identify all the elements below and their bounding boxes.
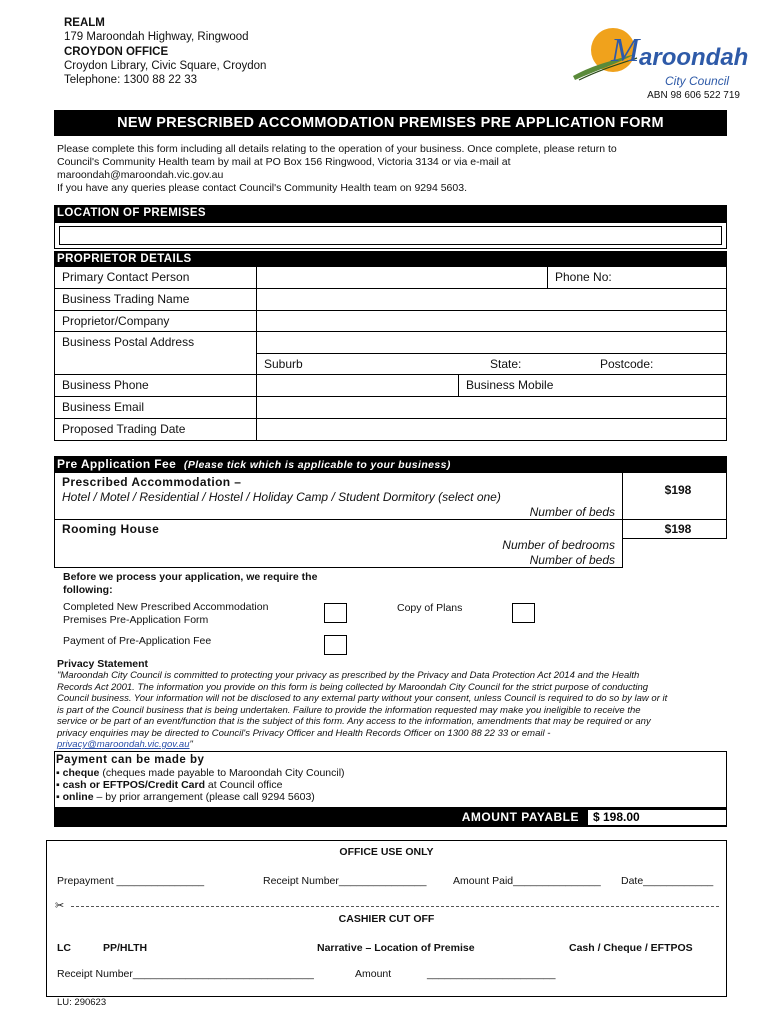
form-title: NEW PRESCRIBED ACCOMMODATION PREMISES PRE APPLICATION FORM	[54, 110, 727, 136]
privacy-line-1: "Maroondah City Council is committed to protecting your privacy as prescribed by the Privacy and Data Protection Act 2014 and the Health	[57, 670, 640, 681]
privacy-line-3: Council business. Your information will not be disclosed to any external party without your consent, unless Council is required to do so by law or it	[57, 693, 668, 704]
suburb-row[interactable]	[256, 353, 727, 375]
payment-online: ▪ online – by prior arrangement (please call 9294 5603)	[56, 791, 315, 803]
intro-line-3: maroondah@maroondah.vic.gov.au	[57, 169, 224, 181]
intro-line-4: If you have any queries please contact Council's Community Health team on 9294 5603.	[57, 182, 467, 194]
location-input[interactable]	[59, 226, 722, 245]
business-phone-input[interactable]	[256, 374, 459, 397]
croydon-address: Croydon Library, Civic Square, Croydon	[64, 60, 267, 72]
fee-heading-bar	[54, 456, 727, 472]
location-section	[54, 222, 727, 249]
postcode-label: Postcode:	[600, 357, 654, 371]
office-use-box	[46, 840, 727, 997]
rooming-amount: $198	[622, 519, 727, 539]
narrative-label: Narrative – Location of Premise	[317, 942, 475, 954]
business-email-input[interactable]	[256, 396, 727, 419]
requirements-heading-1: Before we process your application, we require the	[63, 571, 318, 583]
croydon-label: CROYDON OFFICE	[64, 46, 169, 58]
number-of-bedrooms-label: Number of bedrooms	[502, 538, 615, 552]
trading-date-input[interactable]	[256, 418, 727, 441]
proprietor-heading: PROPRIETOR DETAILS	[54, 251, 727, 266]
prescribed-desc: Hotel / Motel / Residential / Hostel / Holiday Camp / Student Dormitory (select one)	[62, 490, 501, 504]
scissors-icon: ✂	[55, 900, 65, 912]
footer-lu: LU: 290623	[57, 997, 107, 1008]
trading-name-label: Business Trading Name	[54, 288, 257, 311]
realm-address: 179 Maroondah Highway, Ringwood	[64, 31, 249, 43]
proprietor-company-label: Proprietor/Company	[54, 310, 257, 332]
payment-online-rest: – by prior arrangement (please call 9294 5603)	[93, 791, 315, 803]
payment-cheque-rest: (cheques made payable to Maroondah City Council)	[99, 767, 345, 779]
req-item-2: Copy of Plans	[397, 602, 463, 614]
fee-table	[54, 472, 727, 568]
payment-cash-rest: at Council office	[205, 779, 283, 791]
payment-cheque: ▪ cheque (cheques made payable to Maroondah City Council)	[56, 767, 345, 779]
privacy-email-link[interactable]: privacy@maroondah.vic.gov.au	[57, 739, 190, 750]
amount-payable-value: $ 198.00	[588, 810, 726, 825]
suburb-label: Suburb	[264, 357, 303, 371]
prescribed-title: Prescribed Accommodation –	[62, 475, 242, 489]
primary-contact-input[interactable]	[256, 266, 548, 289]
phone-no-field[interactable]	[547, 266, 727, 289]
primary-contact-label: Primary Contact Person	[54, 266, 257, 289]
prescribed-amount: $198	[622, 472, 727, 520]
intro-line-2: Council's Community Health team by mail at PO Box 156 Ringwood, Victoria 3134 or via e-mail at	[57, 156, 511, 168]
fee-heading: Pre Application Fee	[57, 457, 177, 471]
postal-address-input[interactable]	[256, 331, 727, 354]
cash-cheque-label: Cash / Cheque / EFTPOS	[569, 942, 693, 954]
privacy-line-5: service or be part of an event/function that is the subject of this form. Any access to the information, amendments that may be required or any	[57, 716, 651, 727]
office-use-heading: OFFICE USE ONLY	[339, 846, 434, 858]
req-item-1-line2: Premises Pre-Application Form	[63, 614, 209, 626]
intro-text	[57, 143, 727, 195]
rooming-option[interactable]	[54, 519, 623, 568]
prescribed-option[interactable]	[54, 472, 623, 520]
business-mobile-label: Business Mobile	[466, 378, 554, 392]
privacy-statement	[57, 670, 729, 751]
amount-input[interactable]: ______________________	[427, 968, 556, 980]
payment-heading: Payment can be made by	[56, 754, 205, 766]
lc-label: LC	[57, 942, 71, 954]
intro-line-1: Please complete this form including all details relating to the operation of your business. Once complete, please return to	[57, 143, 617, 155]
logo-initial: M	[611, 32, 640, 69]
privacy-line-2: Records Act 2001. The information you provide on this form is being collected by Maroondah City Council for the strict purpose of conducting	[57, 681, 649, 693]
payment-cash: ▪ cash or EFTPOS/Credit Card at Council office	[56, 779, 283, 791]
requirements-heading-2: following:	[63, 584, 113, 596]
amount-payable-label: AMOUNT PAYABLE	[461, 810, 579, 824]
logo-name: aroondah	[639, 44, 749, 71]
req-item-1-checkbox[interactable]	[324, 603, 347, 623]
amount-label: Amount	[355, 968, 392, 980]
payment-cheque-bold: cheque	[62, 767, 100, 779]
trading-date-label: Proposed Trading Date	[54, 418, 257, 441]
business-email-label: Business Email	[54, 396, 257, 419]
cashier-cut-off: CASHIER CUT OFF	[338, 913, 435, 925]
req-item-2-checkbox[interactable]	[512, 603, 535, 623]
proprietor-table	[54, 266, 727, 441]
fee-heading-note: (Please tick which is applicable to your business)	[183, 459, 451, 471]
receipt-number-field[interactable]: Receipt Number_______________	[263, 875, 427, 887]
business-phone-label: Business Phone	[54, 374, 257, 397]
postal-address-label: Business Postal Address	[54, 331, 257, 375]
requirements-heading	[63, 571, 317, 597]
trading-name-input[interactable]	[256, 288, 727, 311]
amount-paid-field[interactable]: Amount Paid_______________	[453, 875, 601, 887]
pp-hlth-label: PP/HLTH	[103, 942, 148, 954]
abn: ABN 98 606 522 719	[647, 90, 740, 101]
payment-box	[54, 751, 727, 808]
payment-online-bold: online	[62, 791, 94, 803]
number-of-beds-label: Number of beds	[529, 505, 615, 519]
realm-label: REALM	[64, 17, 105, 29]
cut-line	[71, 906, 719, 907]
number-of-beds-2-label: Number of beds	[529, 553, 615, 567]
req-item-1	[63, 601, 268, 627]
location-heading: LOCATION OF PREMISES	[54, 205, 727, 222]
req-item-3-checkbox[interactable]	[324, 635, 347, 655]
rooming-title: Rooming House	[62, 522, 160, 536]
business-mobile-field[interactable]	[458, 374, 727, 397]
date-field[interactable]: Date____________	[621, 875, 714, 887]
privacy-close-quote: "	[189, 739, 193, 750]
prepayment-field[interactable]: Prepayment _______________	[57, 875, 205, 887]
state-label: State:	[490, 357, 522, 371]
logo-sub: City Council	[665, 74, 730, 88]
privacy-heading: Privacy Statement	[57, 658, 149, 670]
req-item-1-line1: Completed New Prescribed Accommodation	[63, 601, 269, 613]
amount-payable-bar	[54, 808, 727, 827]
privacy-line-4: is part of the Council business that is being undertaken. Failure to provide the information requested may make you ineligible to receive the	[57, 704, 641, 716]
phone-no-label: Phone No:	[555, 270, 612, 284]
privacy-line-6: privacy enquiries may be directed to Council's Privacy Officer and Health Records Officer on 1300 88 22 33 or email -	[57, 727, 551, 739]
req-item-3: Payment of Pre-Application Fee	[63, 635, 212, 647]
telephone: Telephone: 1300 88 22 33	[64, 74, 198, 86]
council-logo	[565, 24, 749, 94]
proprietor-company-input[interactable]	[256, 310, 727, 332]
receipt-number-2-field[interactable]: Receipt Number_______________________________	[57, 968, 314, 980]
payment-cash-bold: cash or EFTPOS/Credit Card	[62, 779, 206, 791]
